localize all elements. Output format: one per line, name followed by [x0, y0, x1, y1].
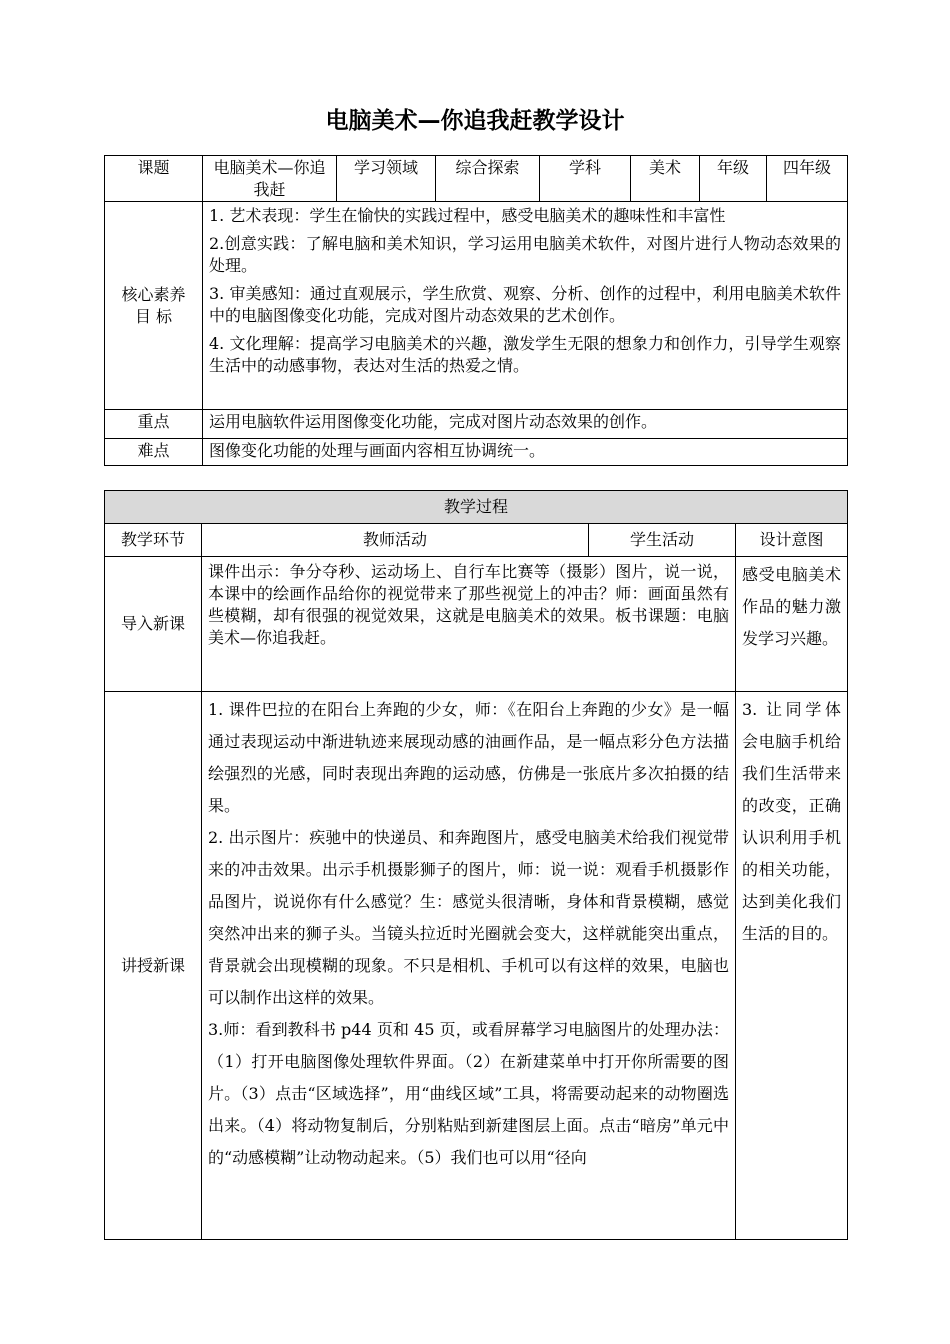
- core-objectives-label: 核心素养目 标: [105, 202, 203, 410]
- objective-item: 3. 审美感知：通过直观展示，学生欣赏、观察、分析、创作的过程中，利用电脑美术软件中的电脑图像变化功能，完成对图片动态效果的艺术创作。: [209, 284, 841, 325]
- design-intent-cell: 3. 让同学体会电脑手机给我们生活带来的改变，正确认识利用手机的相关功能，达到美化我们生活的目的。: [736, 692, 848, 1240]
- teacher-activity-cell: [202, 692, 736, 1240]
- key-point-text: 运用电脑软件运用图像变化功能，完成对图片动态效果的创作。: [203, 410, 848, 439]
- table-row: [105, 692, 848, 1240]
- core-objectives-row: [105, 202, 848, 410]
- teacher-paragraph: 3.师：看到教科书 p44 页和 45 页，或看屏幕学习电脑图片的处理办法：（1）打开电脑图像处理软件界面。（2）在新建菜单中打开你所需要的图片。（3）点击“区域选择”，用“曲线区域”工具，将需要动起来的动物圈选出来。（4）将动物复制后，分别粘贴到新建图层上面。点击“暗房”单元中的“动感模糊”让动物动起来。（5）我们也可以用“径向: [208, 1020, 729, 1167]
- grade-label: 年级: [700, 156, 767, 202]
- lesson-info-table: [104, 155, 848, 466]
- difficulty-label: 难点: [105, 439, 203, 466]
- subject-value: 美术: [631, 156, 700, 202]
- stage-cell: 导入新课: [105, 557, 202, 692]
- key-point-row: [105, 410, 848, 439]
- stage-cell: 讲授新课: [105, 692, 202, 1240]
- difficulty-row: [105, 439, 848, 466]
- teacher-activity-cell: 课件出示：争分夺秒、运动场上、自行车比赛等（摄影）图片，说一说，本课中的绘画作品给你的视觉带来了那些视觉上的冲击？师：画面虽然有些模糊，却有很强的视觉效果，这就是电脑美术的效果。板书课题：电脑美术—你追我赶。: [202, 557, 736, 692]
- objective-item: 4. 文化理解：提高学习电脑美术的兴趣，激发学生无限的想象力和创作力，引导学生观察生活中的动感事物，表达对生活的热爱之情。: [209, 334, 841, 375]
- teaching-process-table: [104, 490, 848, 1240]
- process-heading: 教学过程: [105, 491, 848, 524]
- topic-label: 课题: [105, 156, 203, 202]
- field-label: 学习领域: [337, 156, 436, 202]
- objective-item: 2.创意实践：了解电脑和美术知识，学习运用电脑美术软件，对图片进行人物动态效果的处理。: [209, 234, 841, 275]
- topic-value: 电脑美术—你追我赶: [203, 156, 337, 202]
- teacher-paragraph: 1. 课件巴拉的在阳台上奔跑的少女，师：《在阳台上奔跑的少女》是一幅通过表现运动中渐进轨迹来展现动感的油画作品，是一幅点彩分色方法描绘强烈的光感，同时表现出奔跑的运动感，仿佛是一张底片多次拍摄的结果。: [208, 700, 729, 815]
- field-value: 综合探索: [436, 156, 540, 202]
- core-objectives-content: [203, 202, 848, 410]
- objective-item: 1. 艺术表现：学生在愉快的实践过程中，感受电脑美术的趣味性和丰富性: [209, 206, 726, 225]
- column-header-student: 学生活动: [589, 524, 736, 557]
- column-header-intent: 设计意图: [736, 524, 848, 557]
- column-header-stage: 教学环节: [105, 524, 202, 557]
- difficulty-text: 图像变化功能的处理与画面内容相互协调统一。: [203, 439, 848, 466]
- teacher-paragraph: 2. 出示图片：疾驰中的快递员、和奔跑图片，感受电脑美术给我们视觉带来的冲击效果。出示手机摄影狮子的图片，师：说一说：观看手机摄影作品图片，说说你有什么感觉？生：感觉头很清晰，身体和背景模糊，感觉突然冲出来的狮子头。当镜头拉近时光圈就会变大，这样就能突出重点，背景就会出现模糊的现象。不只是相机、手机可以有这样的效果，电脑也可以制作出这样的效果。: [208, 828, 729, 1007]
- column-header-teacher: 教师活动: [202, 524, 589, 557]
- subject-label: 学科: [540, 156, 631, 202]
- key-point-label: 重点: [105, 410, 203, 439]
- design-intent-cell: 感受电脑美术作品的魅力激发学习兴趣。: [736, 557, 848, 692]
- table-row: [105, 557, 848, 692]
- process-columns-row: [105, 524, 848, 557]
- grade-value: 四年级: [767, 156, 848, 202]
- lesson-header-row: [105, 156, 848, 202]
- document-title: 电脑美术—你追我赶教学设计: [325, 108, 625, 134]
